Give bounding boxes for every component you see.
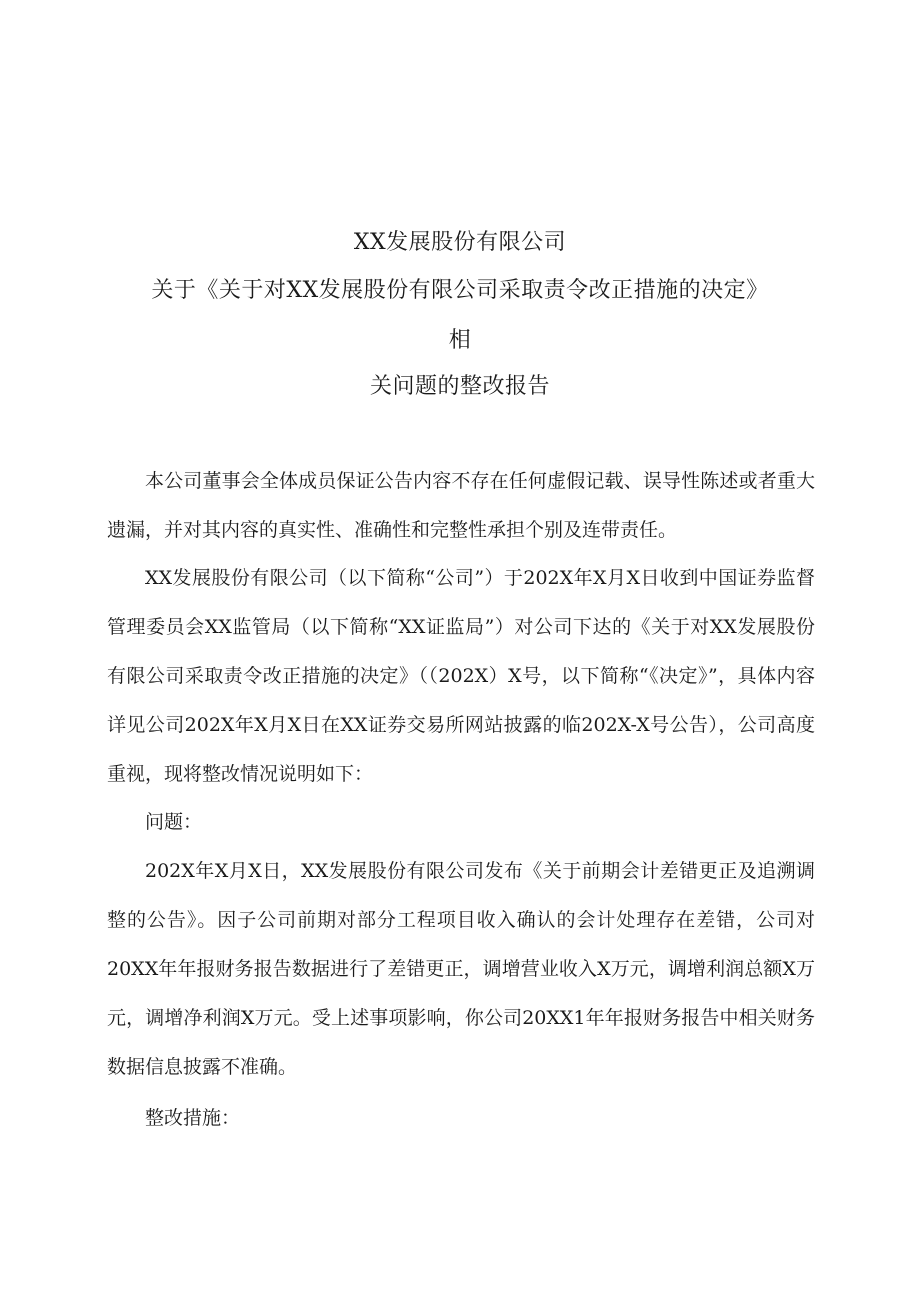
board-statement-paragraph: 本公司董事会全体成员保证公告内容不存在任何虚假记载、误导性陈述或者重大遗漏，并对其内容的真实性、准确性和完整性承担个别及连带责任。: [107, 470, 815, 541]
intro-paragraph: XX发展股份有限公司（以下简称“公司”）于202X年X月X日收到中国证券监督管理委员会XX监管局（以下简称“XX证监局”）对公司下达的《关于对XX发展股份有限公司采取责令改正措施的决定》（（202X）X号，以下简称“《决定》”，具体内容详见公司202X年X月X日在XX证券交易所网站披露的临202X-X号公告），公司高度重视，现将整改情况说明如下：: [107, 567, 815, 785]
title-company-name: XX发展股份有限公司: [353, 230, 567, 255]
title-subject-continuation: 相: [448, 328, 472, 353]
measures-heading: 整改措施：: [145, 1107, 241, 1129]
title-subject-line: 关于《关于对XX发展股份有限公司采取责令改正措施的决定》: [151, 278, 769, 303]
title-report-name: 关问题的整改报告: [369, 374, 550, 399]
issue-paragraph: 202X年X月X日，XX发展股份有限公司发布《关于前期会计差错更正及追溯调整的公告》。因子公司前期对部分工程项目收入确认的会计处理存在差错，公司对20XX年年报财务报告数据进行了差错更正，调增营业收入X万元，调增利润总额X万元，调增净利润X万元。受上述事项影响，你公司20XX1年年报财务报告中相关财务数据信息披露不准确。: [107, 860, 815, 1078]
issue-heading: 问题：: [145, 811, 203, 833]
